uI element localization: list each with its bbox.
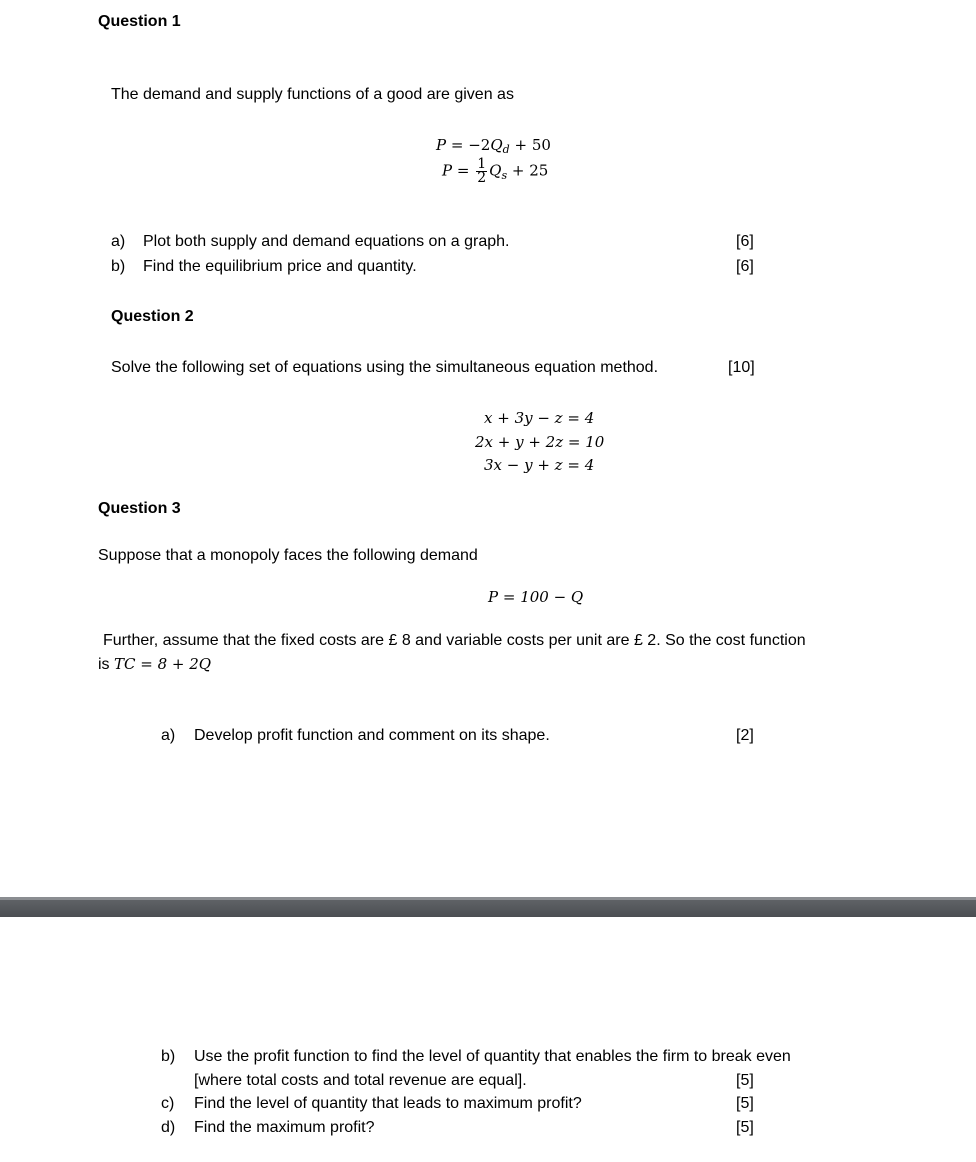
q3-cost-line-1: Further, assume that the fixed costs are £ 8 and variable costs per unit are £ 2. So the cost function <box>103 632 806 649</box>
eq-sub: d <box>502 143 510 156</box>
q1-b-text: Find the equilibrium price and quantity. <box>143 258 417 275</box>
q2-equation-3: 3x − y + z = 4 <box>484 456 595 474</box>
q3-c-marks: [5] <box>736 1095 754 1112</box>
q3-b-text-1: Use the profit function to find the level of quantity that enables the firm to break even <box>194 1048 791 1065</box>
q2-equation-2: 2x + y + 2z = 10 <box>475 433 605 451</box>
q1-supply-equation <box>442 158 548 185</box>
q3-heading: Question 3 <box>98 500 181 517</box>
q3-demand-equation: P = 100 − Q <box>488 588 584 606</box>
q3-a-text: Develop profit function and comment on its shape. <box>194 727 550 744</box>
page-divider <box>0 900 976 917</box>
q3-c-label: c) <box>161 1095 175 1112</box>
q1-b-marks: [6] <box>736 258 754 275</box>
q3-d-text: Find the maximum profit? <box>194 1119 375 1136</box>
cost-prefix: is <box>98 656 110 673</box>
q1-demand-equation <box>436 136 551 154</box>
q3-intro: Suppose that a monopoly faces the following demand <box>98 547 478 564</box>
q1-heading: Question 1 <box>98 13 181 30</box>
fraction-numerator: 1 <box>477 156 487 172</box>
q1-a-label: a) <box>111 233 126 250</box>
q3-d-marks: [5] <box>736 1119 754 1136</box>
q1-b-label: b) <box>111 258 126 275</box>
eq-var: Q <box>489 161 502 180</box>
q2-marks: [10] <box>728 359 755 376</box>
q2-intro: Solve the following set of equations using the simultaneous equation method. <box>111 359 659 376</box>
fraction-denominator: 2 <box>477 170 487 186</box>
q1-intro: The demand and supply functions of a good are given as <box>111 86 514 103</box>
eq-sub: s <box>501 168 508 182</box>
q3-a-label: a) <box>161 727 176 744</box>
eq-coef: −2 <box>468 136 491 154</box>
q3-a-marks: [2] <box>736 727 754 744</box>
eq-var: Q <box>490 136 503 154</box>
eq-const: + 50 <box>514 136 551 154</box>
q3-b-text-2: [where total costs and total revenue are equal]. <box>194 1072 527 1089</box>
q1-a-text: Plot both supply and demand equations on a graph. <box>143 233 510 250</box>
eq-op: = <box>456 161 470 180</box>
eq-const: + 25 <box>511 161 549 180</box>
eq-lhs: P <box>436 136 447 154</box>
q2-equation-1: x + 3y − z = 4 <box>484 409 595 427</box>
eq-lhs: P <box>442 161 453 180</box>
cost-equation: TC = 8 + 2Q <box>114 655 212 673</box>
q3-cost-line-2 <box>98 655 211 674</box>
q3-b-marks: [5] <box>736 1072 754 1089</box>
q3-b-label: b) <box>161 1048 176 1065</box>
q1-a-marks: [6] <box>736 233 754 250</box>
q3-c-text: Find the level of quantity that leads to maximum profit? <box>194 1095 582 1112</box>
q2-heading: Question 2 <box>111 308 194 325</box>
fraction <box>476 158 487 185</box>
q3-d-label: d) <box>161 1119 176 1136</box>
eq-op: = <box>450 136 464 154</box>
